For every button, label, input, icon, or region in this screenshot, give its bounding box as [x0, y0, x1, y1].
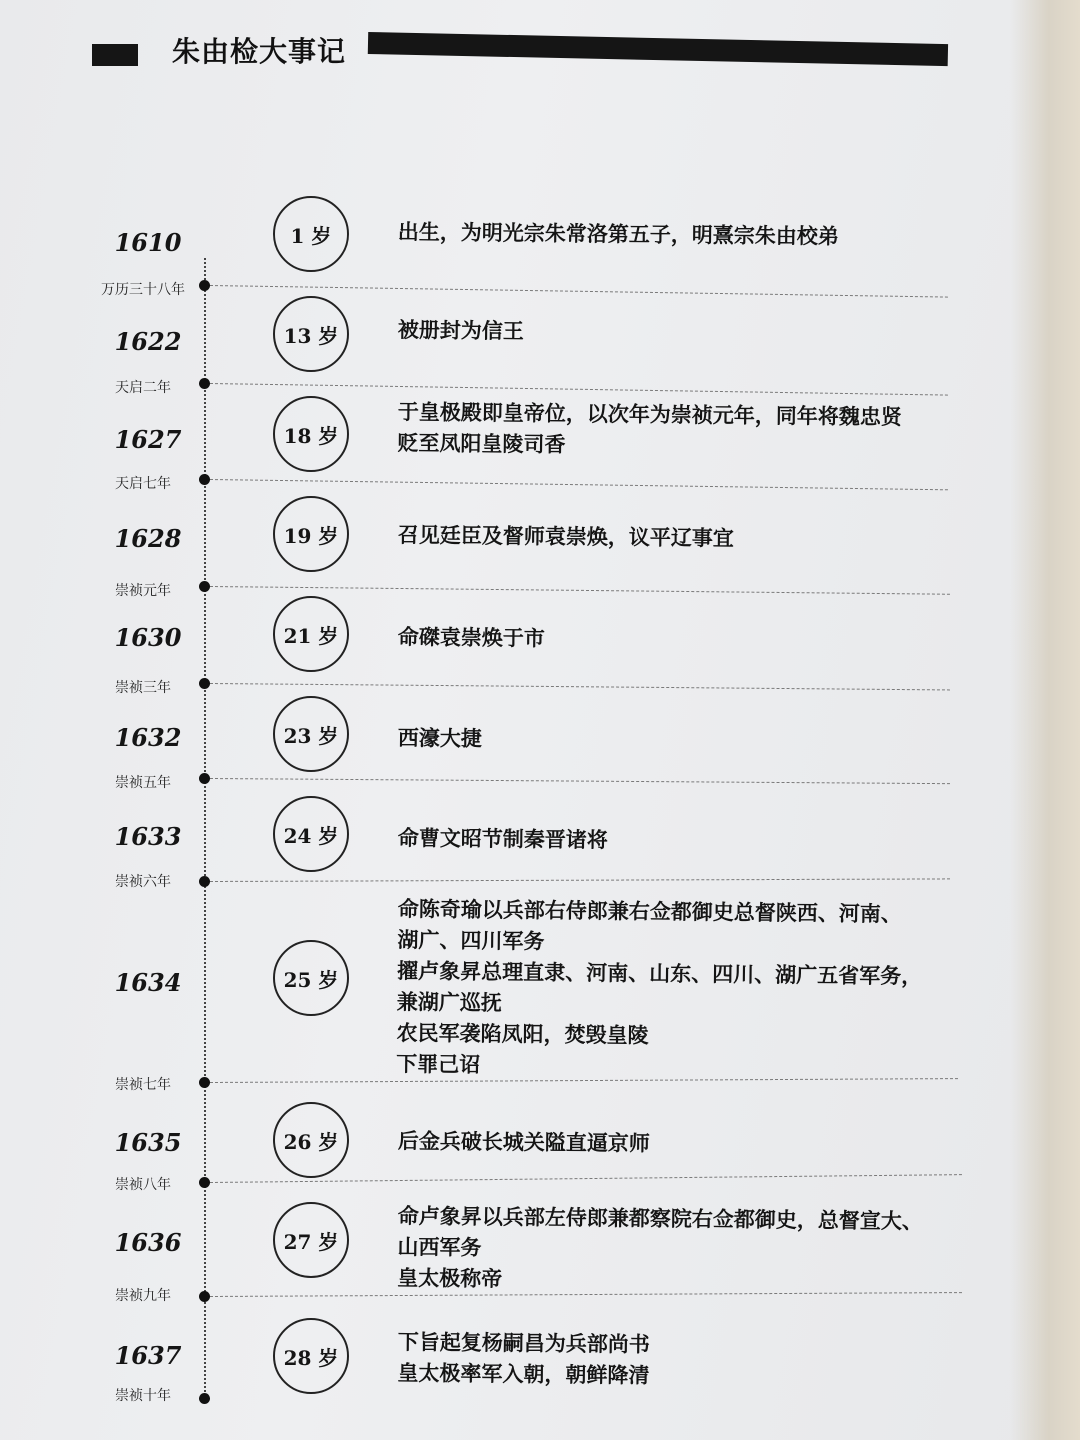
- age-badge: [273, 940, 349, 1016]
- timeline-dot: [199, 378, 210, 389]
- page-title: 朱由检大事记: [172, 35, 347, 68]
- entry-divider: [210, 285, 948, 298]
- event-line: 湖广、四川军务: [397, 926, 545, 954]
- age-label: 27 岁: [283, 1229, 339, 1254]
- entry-events: [398, 722, 958, 759]
- event-line: 皇太极称帝: [397, 1264, 503, 1292]
- entry-divider: [210, 479, 948, 490]
- entry-events: [396, 893, 958, 1085]
- entry-divider: [210, 586, 950, 595]
- entry-era: 崇祯六年: [115, 874, 171, 890]
- entry-era: 崇祯九年: [115, 1288, 171, 1304]
- age-label: 21 岁: [283, 623, 339, 648]
- entry-events: [397, 1326, 958, 1394]
- entry-events: [398, 519, 958, 556]
- entry-events: [397, 396, 958, 464]
- timeline-axis: [204, 258, 206, 1400]
- age-label: 1 岁: [290, 223, 332, 248]
- age-badge: [273, 196, 349, 272]
- entry-year: 1633: [114, 822, 182, 851]
- age-badge: [273, 296, 349, 372]
- age-badge: [273, 596, 349, 672]
- entry-era: 崇祯八年: [115, 1177, 171, 1193]
- age-label: 28 岁: [283, 1345, 339, 1370]
- entry-year: 1637: [114, 1341, 182, 1370]
- entry-year: 1622: [114, 327, 182, 356]
- event-line: 贬至凤阳皇陵司香: [397, 429, 566, 457]
- entry-divider: [210, 383, 948, 396]
- entry-divider: [210, 878, 950, 882]
- event-line: 召见廷臣及督师袁崇焕，议平辽事宜: [397, 521, 734, 551]
- age-label: 13 岁: [283, 323, 339, 348]
- event-line: 山西军务: [397, 1233, 482, 1260]
- entry-era: 万历三十八年: [101, 282, 185, 298]
- entry-divider: [210, 778, 950, 784]
- age-label: 24 岁: [283, 823, 339, 848]
- entry-year: 1630: [114, 623, 182, 652]
- age-badge: [273, 696, 349, 772]
- entry-events: [398, 822, 958, 859]
- event-line: 命曹文昭节制秦晋诸将: [397, 824, 608, 853]
- entry-year: 1628: [114, 524, 182, 553]
- entry-era: 崇祯十年: [115, 1388, 171, 1404]
- timeline-dot: [199, 1393, 210, 1404]
- timeline-dot: [199, 876, 210, 887]
- age-label: 23 岁: [283, 723, 339, 748]
- timeline-dot: [199, 474, 210, 485]
- entry-era: 天启七年: [115, 476, 171, 492]
- entry-year: 1634: [114, 968, 182, 997]
- entry-divider: [210, 683, 950, 690]
- entry-events: [398, 621, 958, 658]
- age-badge: [273, 1102, 349, 1178]
- entry-era: 天启二年: [115, 380, 171, 396]
- entry-era: 崇祯五年: [115, 775, 171, 791]
- event-line: 命磔袁崇焕于市: [397, 623, 545, 651]
- event-line: 被册封为信王: [397, 316, 524, 344]
- timeline-dot: [199, 773, 210, 784]
- event-line: 下罪己诏: [396, 1050, 481, 1077]
- timeline-dot: [199, 1177, 210, 1188]
- timeline-dot: [199, 280, 210, 291]
- age-badge: [273, 396, 349, 472]
- age-badge: [273, 496, 349, 572]
- event-line: 西濠大捷: [397, 724, 482, 751]
- event-line: 兼湖广巡抚: [396, 988, 502, 1016]
- event-line: 农民军袭陷凤阳，焚毁皇陵: [396, 1019, 649, 1048]
- entry-events: [398, 216, 958, 253]
- age-label: 26 岁: [283, 1129, 339, 1154]
- age-badge: [273, 796, 349, 872]
- age-badge: [273, 1202, 349, 1278]
- age-label: 25 岁: [283, 967, 339, 992]
- entry-year: 1636: [114, 1228, 182, 1257]
- event-line: 后金兵破长城关隘直逼京师: [397, 1127, 650, 1156]
- entry-events: [397, 1200, 958, 1299]
- entry-year: 1610: [114, 228, 182, 257]
- event-line: 于皇极殿即皇帝位，以次年为崇祯元年，同年将魏忠贤: [397, 398, 902, 430]
- timeline-dot: [199, 678, 210, 689]
- timeline-dot: [199, 1291, 210, 1302]
- entry-year: 1632: [114, 723, 182, 752]
- entry-era: 崇祯七年: [115, 1077, 171, 1093]
- entry-events: [398, 1125, 958, 1162]
- event-line: 出生，为明光宗朱常洛第五子，明熹宗朱由校弟: [397, 218, 839, 249]
- age-badge: [273, 1318, 349, 1394]
- age-label: 19 岁: [283, 523, 339, 548]
- age-label: 18 岁: [283, 423, 339, 448]
- timeline-dot: [199, 1077, 210, 1088]
- entry-year: 1627: [114, 425, 182, 454]
- entry-era: 崇祯元年: [115, 583, 171, 599]
- event-line: 皇太极率军入朝，朝鲜降清: [397, 1359, 650, 1388]
- timeline-dot: [199, 581, 210, 592]
- entry-year: 1635: [114, 1128, 182, 1157]
- event-line: 下旨起复杨嗣昌为兵部尚书: [397, 1328, 650, 1357]
- event-line: 命卢象昇以兵部左侍郎兼都察院右佥都御史，总督宣大、: [397, 1202, 923, 1234]
- event-line: 命陈奇瑜以兵部右侍郎兼右佥都御史总督陕西、河南、: [397, 895, 902, 927]
- entry-events: [398, 314, 958, 351]
- event-line: 擢卢象昇总理直隶、河南、山东、四川、湖广五省军务，: [397, 957, 923, 989]
- entry-era: 崇祯三年: [115, 680, 171, 696]
